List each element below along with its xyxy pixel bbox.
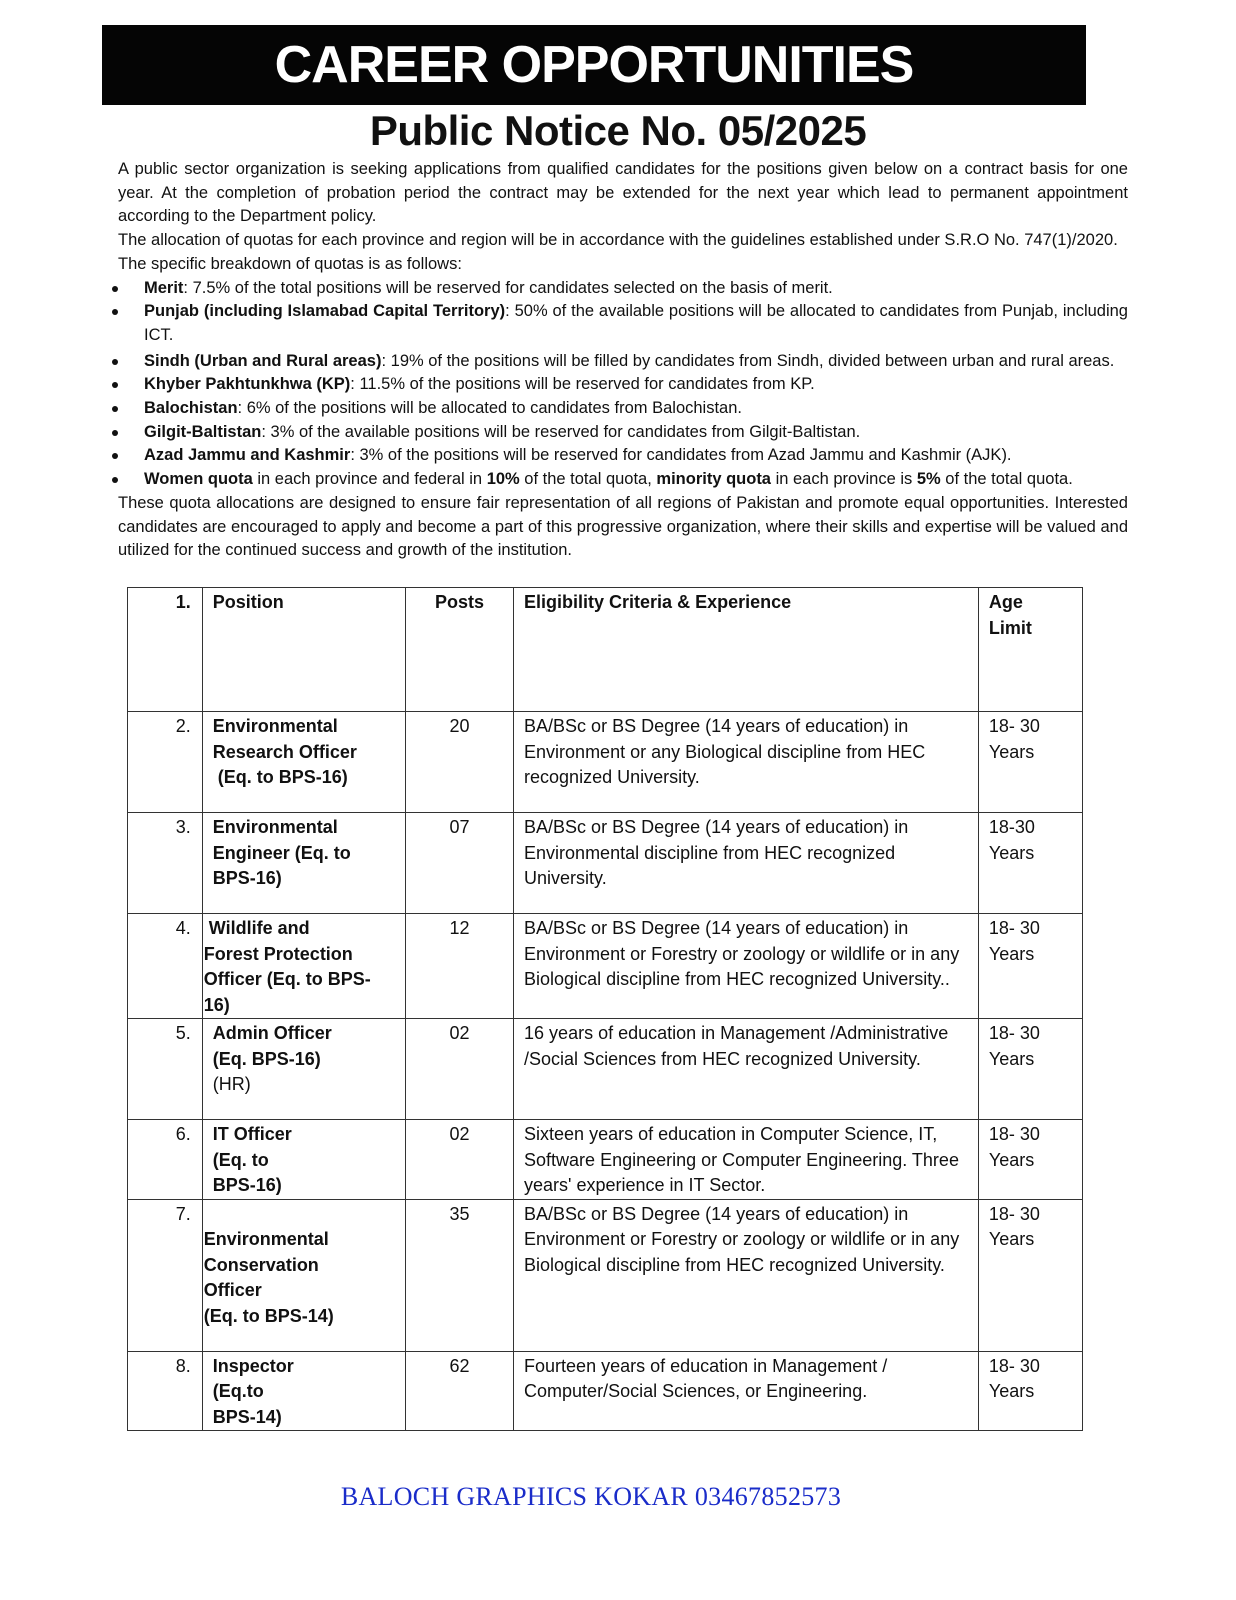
row-position (202, 1120, 405, 1200)
list-item (117, 350, 1128, 374)
notice-number: Public Notice No. 05/2025 (369, 107, 867, 154)
row-serial: 4. (128, 914, 203, 1019)
quota-text: : 11.5% of the positions will be reserved for candidates from KP. (350, 375, 815, 394)
closing-paragraph: These quota allocations are designed to ensure fair representation of all regions of Pakistan and promote equal opportunities. Interested candidates are encouraged to apply and become a part of this progressive organization, where their skills and expertise will be valued and utilized for the continued success and growth of the institution. (118, 493, 1128, 560)
quota-label: Gilgit-Baltistan (144, 422, 262, 441)
quota-label: Merit (144, 278, 184, 297)
age-line: 18-30 (988, 817, 1035, 837)
row-age (978, 1120, 1082, 1200)
positions-table (127, 587, 1083, 1431)
row-posts: 02 (405, 1120, 513, 1200)
table-row (128, 1351, 1083, 1431)
header-age-line: Age (988, 592, 1023, 612)
position-line: Environmental (212, 817, 338, 837)
title-banner: CAREER OPPORTUNITIES (102, 25, 1086, 105)
age-line: Years (988, 1229, 1035, 1249)
list-item (117, 397, 1128, 421)
row-serial: 7. (128, 1199, 203, 1351)
position-line: BPS-16) (212, 868, 282, 888)
table-row (128, 914, 1083, 1019)
row-age (978, 1351, 1082, 1431)
header-age-limit (978, 588, 1082, 712)
row-posts: 20 (405, 712, 513, 813)
quota-percent: 10% (486, 470, 520, 489)
position-line: (Eq. BPS-16) (212, 1048, 321, 1069)
row-age (978, 813, 1082, 914)
row-age (978, 1199, 1082, 1351)
position-line: Wildlife and (208, 918, 310, 938)
list-item (117, 444, 1128, 468)
row-posts: 07 (405, 813, 513, 914)
position-line: Conservation (203, 1254, 319, 1275)
footer-credit: BALOCH GRAPHICS KOKAR 03467852573 (340, 1482, 842, 1511)
age-line: Years (988, 943, 1035, 964)
quota-label: Khyber Pakhtunkhwa (KP) (144, 375, 351, 394)
age-line: 18- 30 (988, 1203, 1040, 1224)
header-posts: Posts (405, 588, 513, 712)
list-item (117, 300, 1128, 347)
position-line: Officer (203, 1280, 262, 1300)
position-line: (Eq. to BPS-16) (217, 767, 348, 787)
position-line: Environmental (203, 1229, 329, 1249)
table-row (128, 1019, 1083, 1120)
header-position: Position (202, 588, 405, 712)
header-age-line: Limit (988, 617, 1032, 638)
table-header-row (128, 588, 1083, 712)
row-position (202, 712, 405, 813)
quota-text: : 19% of the positions will be filled by candidates from Sindh, divided between urban and rural areas. (381, 351, 1115, 370)
row-serial: 2. (128, 712, 203, 813)
age-line: 18- 30 (988, 716, 1040, 736)
table-row (128, 712, 1083, 813)
quota-text: : 3% of the available positions will be reserved for candidates from Gilgit-Baltistan. (261, 422, 861, 441)
row-position (202, 1019, 405, 1120)
age-line: 18- 30 (988, 1023, 1040, 1043)
row-eligibility: 16 years of education in Management /Administrative /Social Sciences from HEC recognized University. (514, 1019, 979, 1120)
quota-text: of the total quota. (940, 470, 1073, 489)
row-eligibility: BA/BSc or BS Degree (14 years of education) in Environment or Forestry or zoology or wildlife or in any Biological discipline from HEC recognized University. (514, 1199, 979, 1351)
row-eligibility: BA/BSc or BS Degree (14 years of education) in Environment or Forestry or zoology or wildlife or in any Biological discipline from HEC recognized University.. (514, 914, 979, 1019)
quota-text: : 50% of the available positions will be allocated to candidates from Punjab, including ICT. (144, 302, 1128, 344)
row-serial: 5. (128, 1019, 203, 1120)
position-line: IT Officer (212, 1124, 292, 1144)
table-row (128, 1199, 1083, 1351)
row-position (202, 1351, 405, 1431)
age-line: Years (988, 842, 1035, 863)
quota-text: : 3% of the positions will be reserved for candidates from Azad Jammu and Kashmir (AJK). (350, 446, 1012, 465)
row-eligibility: Fourteen years of education in Management / Computer/Social Sciences, or Engineering. (514, 1351, 979, 1431)
quota-text: in each province is (771, 470, 917, 489)
header-eligibility: Eligibility Criteria & Experience (514, 588, 979, 712)
position-line: BPS-16) (212, 1175, 282, 1195)
row-age (978, 914, 1082, 1019)
quota-intro-paragraph: The allocation of quotas for each province and region will be in accordance with the guidelines established under S.R.O No. 747(1)/2020. The specific breakdown of quotas is as follows: (118, 231, 1118, 273)
quota-text: of the total quota, (519, 470, 657, 489)
row-age (978, 712, 1082, 813)
row-eligibility: Sixteen years of education in Computer Science, IT, Software Engineering or Computer Engineering. Three years' experience in IT Sector. (514, 1120, 979, 1200)
notice-body (118, 158, 1128, 563)
intro-paragraph: A public sector organization is seeking applications from qualified candidates for the positions given below on a contract basis for one year. At the completion of probation period the contract may be extended for the next year which lead to permanent appointment according to the Department policy. (118, 160, 1128, 226)
quota-list (118, 277, 1128, 492)
quota-text: : 7.5% of the total positions will be reserved for candidates selected on the basis of merit. (183, 278, 833, 297)
list-item (117, 277, 1128, 301)
position-line: (Eq. to (212, 1149, 269, 1170)
row-position (202, 914, 405, 1019)
row-serial: 3. (128, 813, 203, 914)
position-line: Engineer (Eq. to (212, 842, 351, 863)
row-age (978, 1019, 1082, 1120)
position-line: Forest Protection (203, 943, 353, 964)
row-serial: 6. (128, 1120, 203, 1200)
quota-text: : 6% of the positions will be allocated to candidates from Balochistan. (237, 399, 742, 418)
quota-label: Azad Jammu and Kashmir (144, 446, 351, 465)
age-line: 18- 30 (988, 918, 1040, 938)
quota-label: Women quota (144, 470, 253, 489)
age-line: Years (988, 1149, 1035, 1170)
quota-label: minority quota (656, 470, 771, 489)
row-serial: 8. (128, 1351, 203, 1431)
position-line: Officer (Eq. to BPS- (203, 969, 371, 989)
age-line: Years (988, 741, 1035, 762)
quota-text: in each province and federal in (252, 470, 487, 489)
position-line: Inspector (212, 1355, 294, 1376)
age-line: Years (988, 1381, 1035, 1401)
row-position (202, 813, 405, 914)
row-posts: 35 (405, 1199, 513, 1351)
age-line: Years (988, 1048, 1035, 1069)
position-line: Research Officer (212, 741, 357, 762)
position-line: 16) (203, 994, 230, 1015)
row-posts: 02 (405, 1019, 513, 1120)
quota-label: Sindh (Urban and Rural areas) (144, 351, 382, 370)
row-position (202, 1199, 405, 1351)
table-row (128, 1120, 1083, 1200)
header-serial: 1. (128, 588, 203, 712)
list-item (117, 421, 1128, 445)
position-line: Environmental (212, 716, 338, 736)
age-line: 18- 30 (988, 1124, 1040, 1144)
row-posts: 12 (405, 914, 513, 1019)
table-row (128, 813, 1083, 914)
position-line: (Eq. to BPS-14) (203, 1305, 334, 1326)
position-line: (HR) (212, 1074, 251, 1094)
row-eligibility: BA/BSc or BS Degree (14 years of education) in Environment or any Biological discipline from HEC recognized University. (514, 712, 979, 813)
quota-percent: 5% (916, 470, 941, 489)
quota-label: Balochistan (144, 399, 238, 418)
row-posts: 62 (405, 1351, 513, 1431)
women-quota-item (117, 468, 1128, 492)
row-eligibility: BA/BSc or BS Degree (14 years of education) in Environmental discipline from HEC recognized University. (514, 813, 979, 914)
list-item (117, 373, 1128, 397)
position-line: (Eq.to (212, 1381, 264, 1401)
quota-label: Punjab (including Islamabad Capital Territory) (144, 302, 506, 321)
age-line: 18- 30 (988, 1355, 1040, 1376)
position-line: Admin Officer (212, 1023, 332, 1043)
position-line: BPS-14) (212, 1406, 282, 1427)
